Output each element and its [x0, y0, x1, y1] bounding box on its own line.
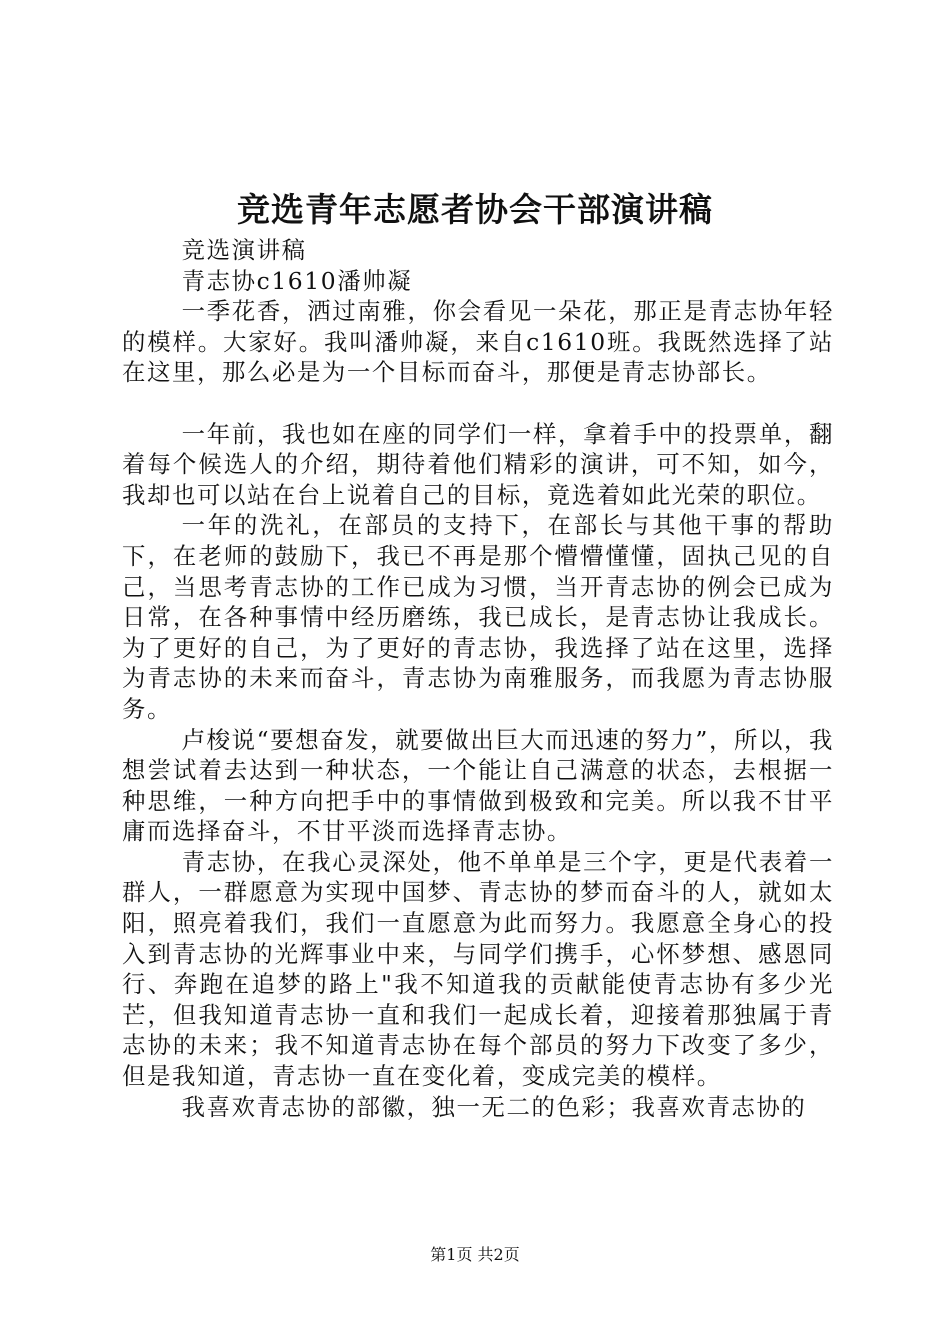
- document-body: [122, 235, 834, 1122]
- paragraph-growth: 一年的洗礼，在部员的支持下，在部长与其他干事的帮助下，在老师的鼓励下，我已不再是那个懵懵懂懂，固执己见的自己，当思考青志协的工作已成为习惯，当开青志协的例会已成为日常，在各种事情中经历磨练，我已成长，是青志协让我成长。为了更好的自己，为了更好的青志协，我选择了站在这里，选择为青志协的未来而奋斗，青志协为南雅服务，而我愿为青志协服务。: [122, 511, 834, 723]
- page-number-footer: 第1页 共2页: [430, 1245, 520, 1264]
- paragraph-commitment: 青志协，在我心灵深处，他不单单是三个字，更是代表着一群人，一群愿意为实现中国梦、青志协的梦而奋斗的人，就如太阳，照亮着我们，我们一直愿意为此而努力。我愿意全身心的投入到青志协的光辉事业中来，与同学们携手，心怀梦想、感恩同行、奔跑在追梦的路上"我不知道我的贡献能使青志协有多少光芒，但我知道青志协一直和我们一起成长着，迎接着那独属于青志协的未来；我不知道青志协在每个部员的努力下改变了多少，但是我知道，青志协一直在变化着，变成完美的模样。: [122, 847, 834, 1091]
- paragraph-rousseau: 卢梭说“要想奋发，就要做出巨大而迅速的努力”，所以，我想尝试着去达到一种状态，一个能让自己满意的状态，去根据一种思维，一种方向把手中的事情做到极致和完美。所以我不甘平庸而选择奋斗，不甘平淡而选择青志协。: [122, 725, 834, 846]
- paragraph-intro: 一季花香，洒过南雅，你会看见一朵花，那正是青志协年轻的模样。大家好。我叫潘帅凝，来自c1610班。我既然选择了站在这里，那么必是为一个目标而奋斗，那便是青志协部长。: [122, 297, 834, 387]
- document-title: 竞选青年志愿者协会干部演讲稿: [237, 190, 713, 229]
- paragraph-author: 青志协c1610潘帅凝: [181, 266, 413, 295]
- paragraph-heading: 竞选演讲稿: [181, 236, 307, 264]
- paragraph-one-year-ago: 一年前，我也如在座的同学们一样，拿着手中的投票单，翻着每个候选人的介绍，期待着他们精彩的演讲，可不知，如今，我却也可以站在台上说着自己的目标，竟选着如此光荣的职位。: [122, 419, 834, 509]
- paragraph-emblem: 我喜欢青志协的部徽，独一无二的色彩；我喜欢青志协的: [181, 1092, 807, 1121]
